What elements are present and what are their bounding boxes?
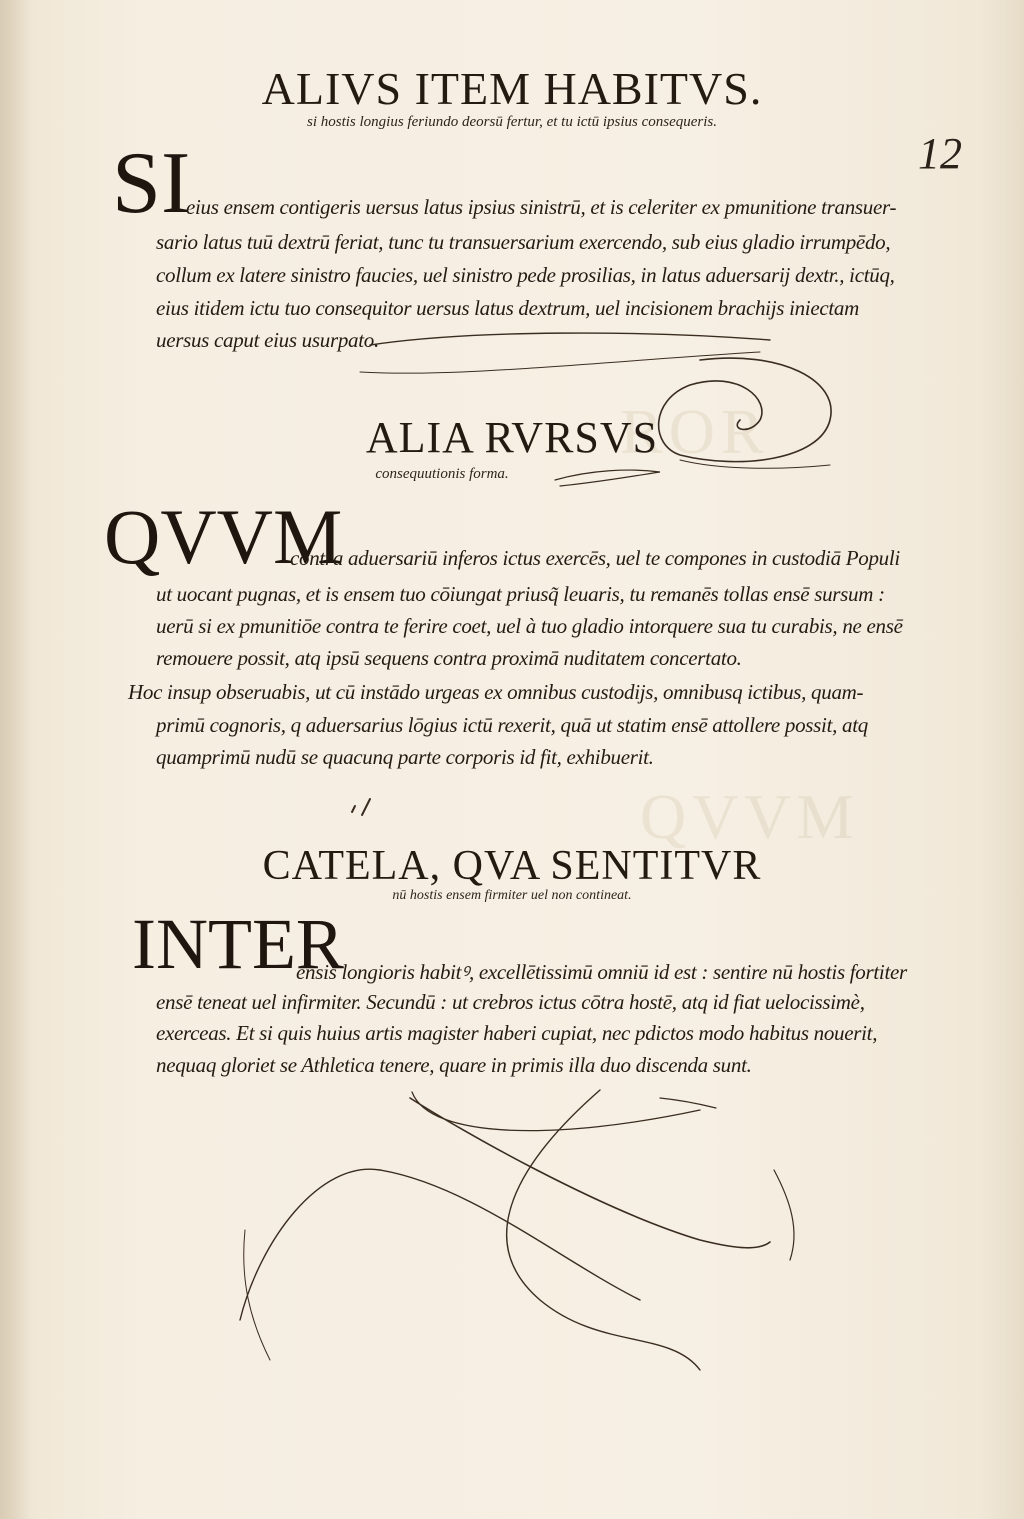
decorated-initial: SI [112,135,191,232]
section-subheading: consequutionis forma. [375,466,509,482]
text-line: uerū si ex pmunitiōe contra te ferire coet, uel à tuo gladio intorquere sua tu curabis, ne ensē [156,614,903,638]
section-heading: ALIVS ITEM HABITVS. [261,63,763,114]
text-line: uersus caput eius usurpato. [156,328,379,352]
text-line: sario latus tuū dextrū feriat, tunc tu transuersarium exercendo, sub eius gladio irrumpēdo, [156,230,891,254]
text-line: eius ensem contigeris uersus latus ipsius sinistrū, et is celeriter ex pmunitione transuer- [186,195,897,219]
section-heading: CATELA, QVA SENTITVR [262,843,762,889]
folio-number: 12 [918,129,962,178]
section-heading: ALIA RVRSVS [365,413,659,462]
text-line: quamprimū nudū se quacunq parte corporis id fit, exhibuerit. [156,745,654,769]
bleed-through-text: ROR [620,396,770,467]
text-line: eius itidem ictu tuo consequitor uersus latus dextrum, uel incisionem brachijs iniectam [156,296,859,320]
text-line: Hoc insup obseruabis, ut cū instādo urgeas ex omnibus custodijs, omnibusq ictibus, quam- [128,680,864,704]
text-line: nequaq gloriet se Athletica tenere, quare in primis illa duo discenda sunt. [156,1053,752,1077]
section-subheading: si hostis longius feriundo deorsū fertur, et tu ictū ipsius consequeris. [306,114,717,130]
decorated-initial: QVVM [104,493,343,580]
section-subheading: nū hostis ensem firmiter uel non contineat. [392,888,632,903]
decorated-initial: INTER [132,904,344,984]
text-line: ensis longioris habitꝰ, excellētissimū omniū id est : sentire nū hostis fortiter [296,960,907,984]
text-line: ut uocant pugnas, et is ensem tuo cōiungat priusq̃ leuaris, tu remanēs tollas ensē sursum : [156,582,885,606]
bleed-through-text: QVVM [640,781,860,852]
text-line: primū cognoris, q aduersarius lōgius ictū rexerit, quā ut statim ensē attollere possit, atq [156,713,868,737]
text-line: collum ex latere sinistro faucies, uel sinistro pede prosilias, in latus aduersarij dextr., ictūq, [156,263,895,287]
text-line: ensē teneat uel infirmiter. Secundū : ut crebros ictus cōtra hostē, atq id fiat uelocissimè, [156,990,865,1014]
text-line: remouere possit, atq ipsū sequens contra proximā nuditatem concertato. [156,646,742,670]
text-line: exerceas. Et si quis huius artis magister haberi cupiat, nec pdictos modo habitus nouerit, [156,1021,878,1045]
text-line: contra aduersariū inferos ictus exercēs, uel te compones in custodiā Populi [290,546,900,570]
